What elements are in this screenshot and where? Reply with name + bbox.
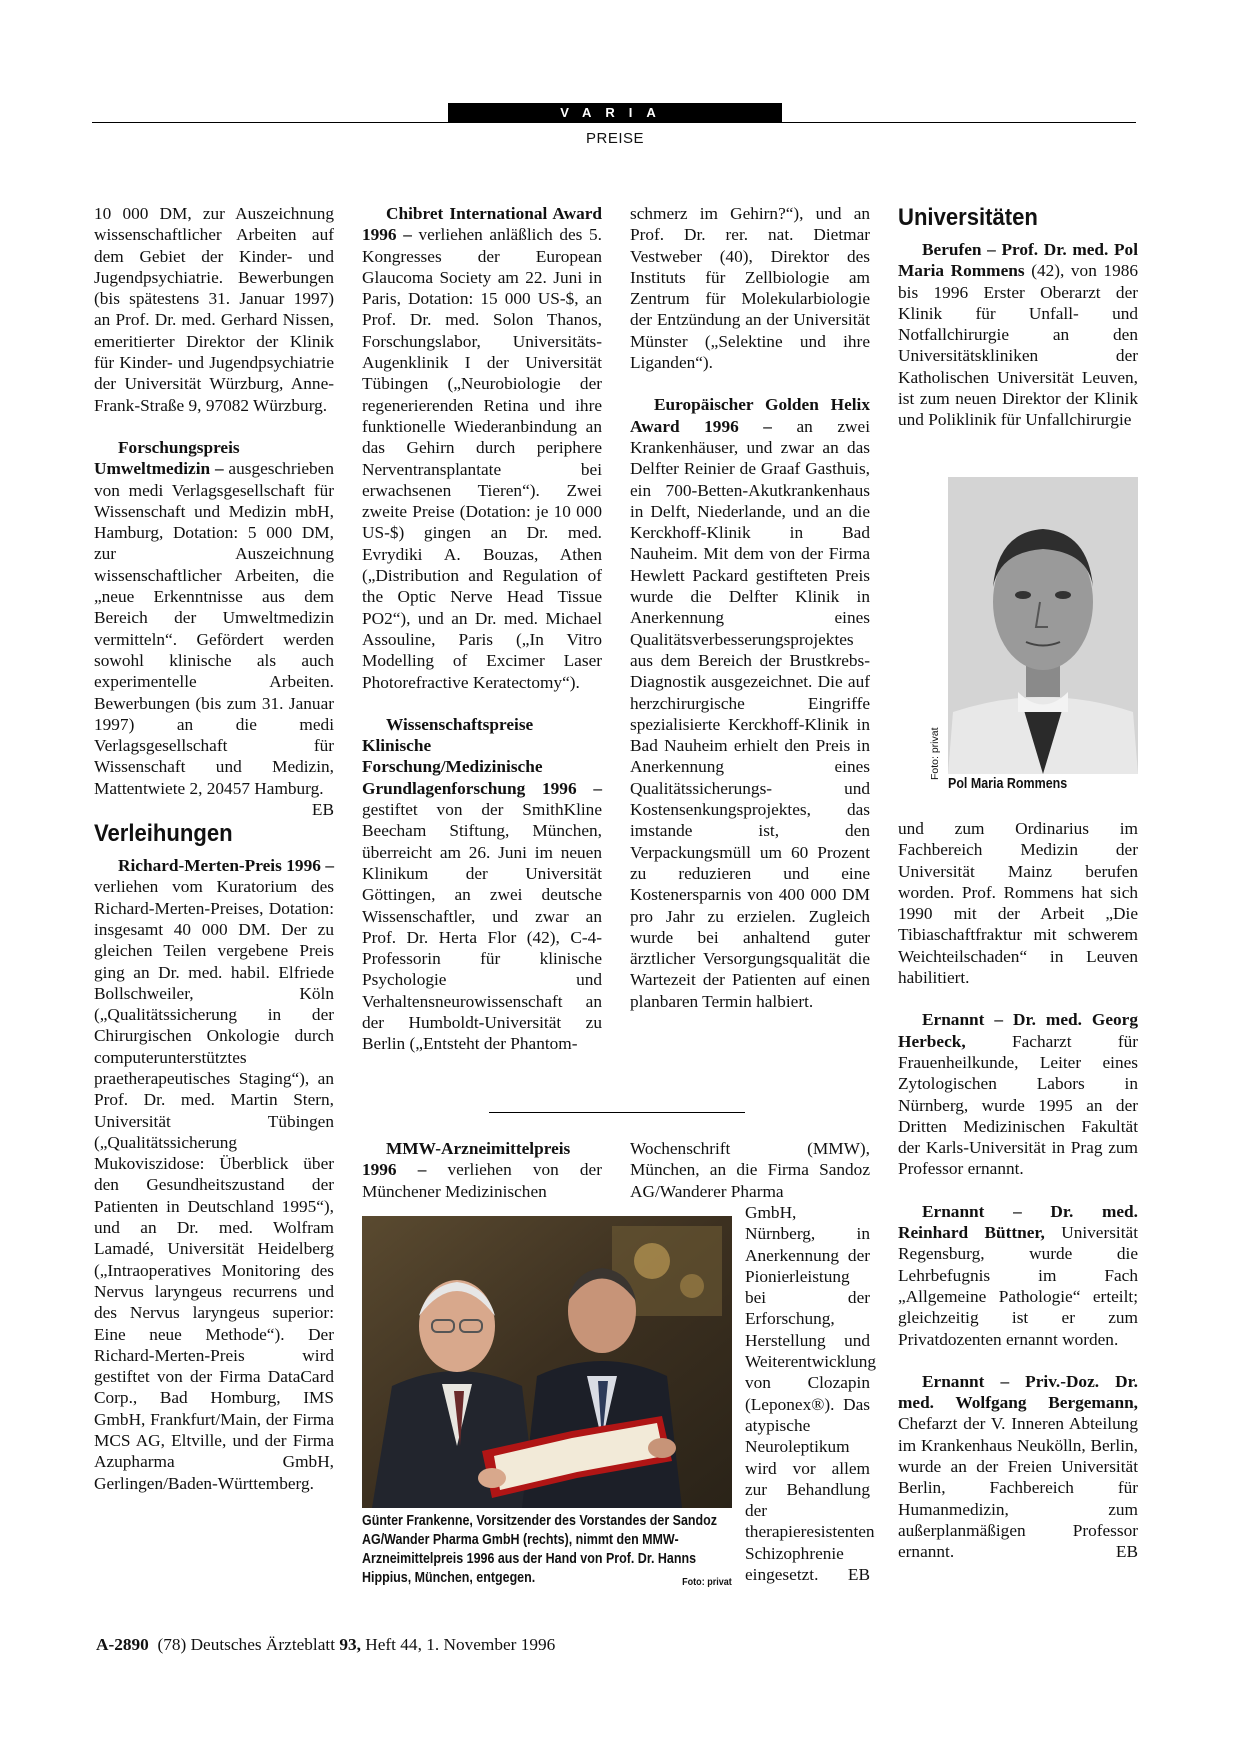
photo-illustration: [362, 1216, 732, 1508]
photo-caption: [362, 1512, 732, 1592]
portrait-photo: [948, 477, 1138, 774]
page-footer: [96, 1635, 555, 1655]
paragraph: [362, 203, 602, 693]
award-title: MMW-Arzneimittelpreis 1996 –: [362, 1139, 571, 1180]
mmw-continued: [630, 1138, 870, 1202]
paragraph: und zum Ordinarius im Fachbereich Medizin der Universität Mainz berufen worden. Prof. Rommens hat sich 1990 mit der Arbeit „Die Tibiaschaftfraktur mit schwerem Weichteilschaden“ in Leuven habilitiert.: [898, 819, 1138, 988]
paragraph: [898, 1009, 1138, 1179]
appointment-title: Ernannt – Dr. med. Georg Herbeck,: [898, 1010, 1138, 1051]
column-4: [898, 203, 1138, 431]
portrait-illustration: [948, 477, 1138, 774]
paragraph-text: GmbH, Nürnberg, in Anerkennung der Pionierleistung bei der Erforschung, Herstellung und Weiterentwicklung von Clozapin (Leponex®). Das atypische Neuroleptikum wird vor allem zur Behandlung der therapieresistenten Schizophrenie eingesetzt.: [745, 1203, 877, 1585]
subsection-label: PREISE: [585, 130, 645, 147]
paragraph-text: verliehen vom Kuratorium des Richard-Merten-Preises, Dotation: insgesamt 40 000 DM. Der zu gleichen Teilen vergebene Preis ging an Dr. med. habil. Elfriede Bollschweiler, Köln („Qualitätssicherung in der Chirurgischen Onkologie durch computerunterstütztes praetherapeutisches Staging“), an Prof. Dr. med. Martin Stern, Universität Tübingen („Qualitätssicherung Mukoviszidose: Überblick über den Gesundheitszustand der Patienten in Deutschland 1995“), und an Dr. med. Wolfram Lamadé, Universität Heidelberg („Intraoperatives Monitoring des Nervus laryngeus recurrens und des Nervus laryngeus superior: Eine neue Methode“). Der Richard-Merten-Preis wird gestiftet von der Firma DataCard Corp., Bad Homburg, IMS GmbH, Frankfurt/Main, der Firma MCS AG, Eltville, und der Firma Azupharma GmbH, Gerlingen/Baden-Württemberg.: [94, 877, 334, 1493]
page-number: A-2890: [96, 1635, 149, 1654]
section-heading: Verleihungen: [94, 820, 233, 848]
appointment-title: Ernannt – Dr. med. Reinhard Büttner,: [898, 1201, 1138, 1243]
paragraph-text: verliehen von der Münchener Medizinischen: [362, 1160, 602, 1201]
paragraph-text: verliehen anläßlich des 5. Kongresses der European Glaucoma Society am 22. Juni in Paris, Dotation: 15 000 US-$, an Prof. Dr. med. Solon Thanos, Forschungslabor, Universitäts-Augenklinik I der Universität Tübingen („Neurobiologie der regenerierenden Retina und ihre funktionelle Wiederanbindung an das Gehirn durch periphere Nerventransplantate bei erwachsenen Tieren“). Zwei zweite Preise (Dotation: je 10 000 US-$) gingen an Dr. med. Evrydiki A. Bouzas, Athen („Distribution and Regulation of the Optic Nerve Head Tissue PO2“), und an Dr. med. Michael Assouline, Paris („In Vitro Modelling of Excimer Laser Photorefractive Keratectomy“).: [362, 225, 602, 692]
paragraph: [94, 437, 334, 820]
paragraph: [898, 1201, 1138, 1350]
column-1: [94, 203, 334, 1494]
column-2: [362, 203, 602, 1055]
paragraph: Wochenschrift (MMW), München, an die Firma Sandoz AG/Wanderer Pharma: [630, 1139, 870, 1201]
issue-date: Heft 44, 1. November 1996: [360, 1635, 556, 1654]
section-label: VARIA: [448, 103, 782, 123]
paragraph: [898, 1371, 1138, 1563]
paragraph-text: (42), von 1986 bis 1996 Erster Oberarzt der Klinik für Unfall- und Notfallchirurgie an den Universitätskliniken der Katholischen Universität Leuven, ist zum neuen Direktor der Klinik und Poliklinik für Unfallchirurgie: [898, 261, 1138, 430]
column-3: [630, 203, 870, 1012]
award-title: Europäischer Golden Helix Award 1996 –: [630, 395, 870, 436]
mmw-intro: [362, 1138, 602, 1202]
paragraph: [898, 239, 1138, 431]
paragraph-text: gestiftet von der SmithKline Beecham Stiftung, München, überreicht am 26. Juni im neuen Klinikum der Universität Göttingen, an zwei deutsche Wissenschaftler, und zwar an Prof. Dr. Herta Flor (42), C-4-Professorin für klinische Psychologie und Verhaltensneurowissenschaft an der Humboldt-Universität zu Berlin („Entsteht der Phantom-: [362, 800, 602, 1054]
paragraph-text: an zwei Krankenhäuser, und zwar an das Delfter Reinier de Graaf Gasthuis, ein 700-Betten-Akutkrankenhaus in Delft, Niederlande, und an die Kerckhoff-Klinik in Bad Nauheim. Mit dem von der Firma Hewlett Packard gestifteten Preis wurde die Delfter Klinik in Anerkennung eines Qualitätsverbesserungsprojektes aus dem Bereich der Brustkrebs-Diagnostik ausgezeichnet. Die auf herzchirurgische Eingriffe spezialisierte Kerckhoff-Klinik in Bad Nauheim erhielt den Preis in Anerkennung eines Qualitätssicherungs- und Kostensenkungsprojektes, das imstande ist, den Verpackungsmüll um 60 Prozent zu reduzieren und eine Kostenersparnis von 400 000 DM pro Jahr zu erzielen. Zugleich wurde bei anhaltend guter ärztlicher Versorgungsqualität die Wartezeit der Patienten auf einen planbaren Termin halbiert.: [630, 416, 870, 1011]
author-initials: EB: [311, 800, 334, 820]
paragraph: [745, 1202, 877, 1585]
publication-name: (78) Deutsches Ärzteblatt: [148, 1635, 340, 1654]
author-initials: EB: [847, 1565, 870, 1585]
paragraph-text: ausgeschrieben von medi Verlagsgesellschaft für Wissenschaft und Medizin mbH, Hamburg, Dotation: 5 000 DM, zur Auszeichnung wissenschaftlicher Arbeiten, die „neue Erkenntnisse aus dem Bereich der Umweltmedizin vermitteln“. Gefördert werden sowohl klinische als auch experimentelle Arbeiten. Bewerbungen (bis zum 31. Januar 1997) an die medi Verlagsgesellschaft für Wissenschaft und Medizin, Mattentwiete 2, 20457 Hamburg.: [94, 459, 334, 798]
mmw-continued-narrow: [745, 1202, 877, 1585]
paragraph-text: Chefarzt der V. Inneren Abteilung im Krankenhaus Neukölln, Berlin, wurde an der Freien Universität Berlin, Fachbereich für Humanmedizin, zum außerplanmäßigen Professor ernannt.: [898, 1414, 1138, 1562]
divider: [489, 1112, 745, 1113]
award-ceremony-photo: [362, 1216, 732, 1508]
volume-number: 93,: [339, 1635, 361, 1654]
appointment-title: Ernannt – Priv.-Doz. Dr. med. Wolfgang Bergemann,: [898, 1371, 1138, 1413]
paragraph: schmerz im Gehirn?“), und an Prof. Dr. rer. nat. Dietmar Vestweber (40), Direktor des Instituts für Zellbiologie am Zentrum für Molekularbiologie der Entzündung an der Universität Münster („Selektine und ihre Liganden“).: [630, 204, 870, 373]
paragraph: [630, 394, 870, 1012]
author-initials: EB: [1115, 1542, 1138, 1562]
section-heading: Universitäten: [898, 204, 1038, 231]
portrait-caption: Pol Maria Rommens: [948, 776, 1068, 792]
photo-credit: Foto: privat: [929, 727, 941, 780]
paragraph: 10 000 DM, zur Auszeichnung wissenschaftlicher Arbeiten auf dem Gebiet der Kinder- und Jugendpsychiatrie. Bewerbungen (bis spätestens 31. Januar 1997) an Prof. Dr. med. Gerhard Nissen, emeritierter Direktor der Klinik für Kinder- und Jugendpsychiatrie der Universität Würzburg, Anne-Frank-Straße 9, 97082 Würzburg.: [94, 204, 334, 415]
award-title: Richard-Merten-Preis 1996 –: [118, 856, 334, 876]
appointment-title: Berufen – Prof. Dr. med. Pol Maria Rommens: [898, 240, 1138, 281]
paragraph-text: Universität Regensburg, wurde die Lehrbefugnis im Fach „Allgemeine Pathologie“ erteilt; gleichzeitig ist er zum Privatdozenten ernannt worden.: [898, 1223, 1139, 1349]
award-title: Wissenschaftspreise Klinische Forschung/Medizinische Grundlagenforschung 1996 –: [362, 714, 602, 798]
column-4-continued: [898, 818, 1138, 1563]
award-title: Chibret International Award 1996 –: [362, 204, 602, 245]
paragraph-text: Facharzt für Frauenheilkunde, Leiter eines Zytologischen Labors in Nürnberg, wurde 1995 an der Dritten Medizinischen Fakultät der Karls-Universität in Prag zum Professor ernannt.: [898, 1031, 1138, 1179]
paragraph: [362, 1138, 602, 1202]
caption-text: Günter Frankenne, Vorsitzender des Vorstandes der Sandoz AG/Wander Pharma GmbH (rechts), nimmt den MMW-Arzneimittelpreis 1996 aus der Hand von Prof. Dr. Hanns Hippius, München, entgegen.: [362, 1513, 718, 1586]
paragraph: [362, 714, 602, 1055]
paragraph: [94, 855, 334, 1494]
photo-credit: Foto: privat: [682, 1576, 732, 1588]
award-title: Forschungspreis Umweltmedizin –: [94, 437, 240, 479]
